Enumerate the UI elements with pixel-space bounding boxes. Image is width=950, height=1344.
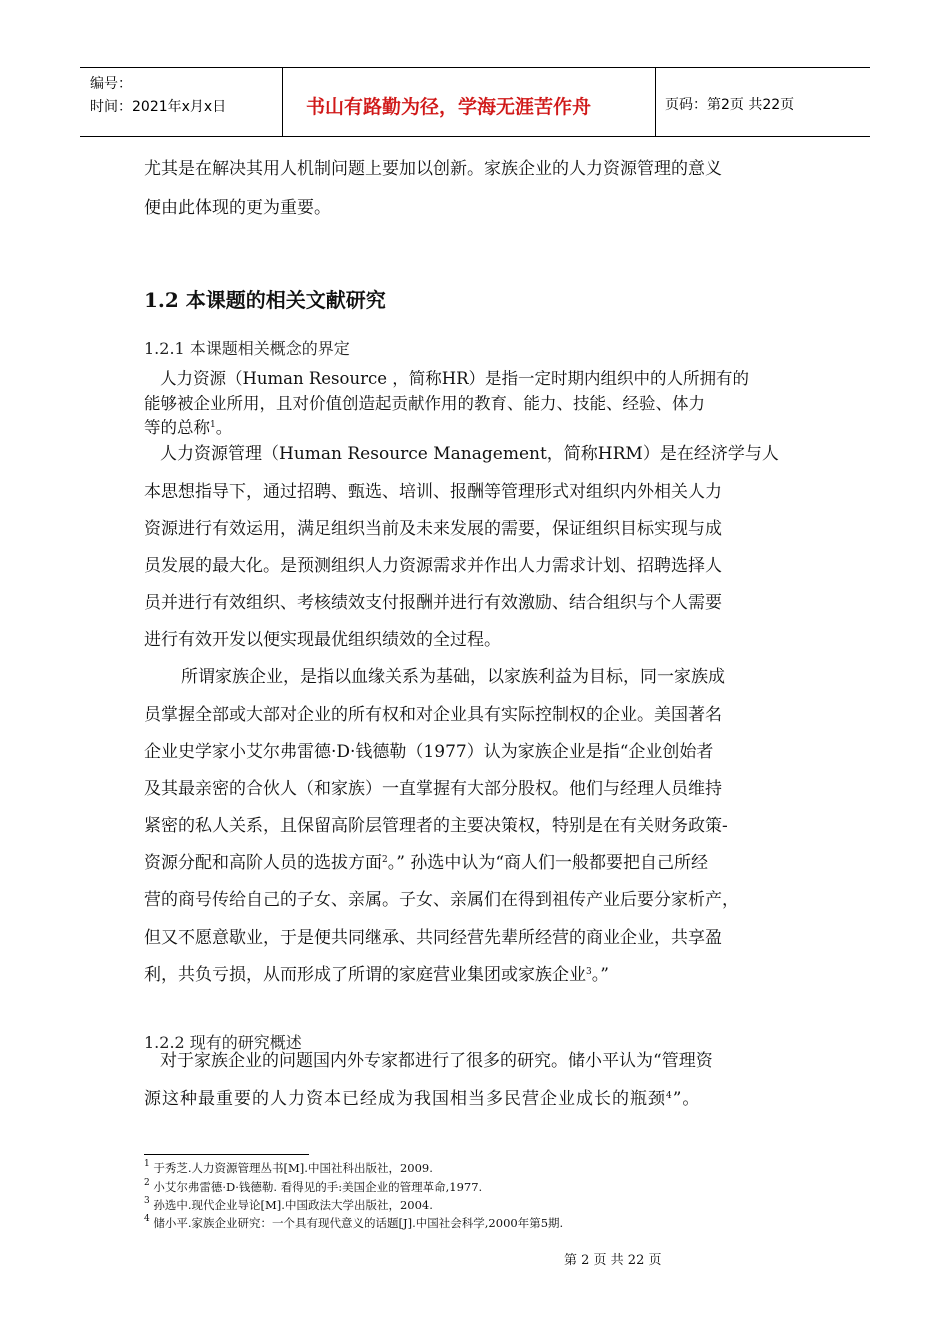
footnote [144, 1179, 482, 1195]
paragraph-line: 人力资源（Human Resource ，简称HR）是指一定时期内组织中的人所拥有的 [160, 369, 750, 388]
footnote-text: 小艾尔弗雷德·D·钱德勒. 看得见的手:美国企业的管理革命,1977. [153, 1180, 483, 1194]
footnote-text: 孙选中.现代企业导论[M].中国政法大学出版社，2004. [153, 1198, 433, 1212]
paragraph-text: 等的总称 [144, 418, 210, 437]
header-divider-right [655, 68, 656, 136]
footnote-number: 2 [144, 1178, 150, 1188]
footnote-ref: 4 [666, 1091, 673, 1101]
page-header [80, 67, 870, 137]
paragraph-line: 人力资源管理（Human Resource Management，简称HRM）是在经济学与人 [160, 444, 779, 464]
paragraph-line: 资源进行有效运用，满足组织当前及未来发展的需要，保证组织目标实现与成 [144, 519, 722, 539]
paragraph-line: 员并进行有效组织、考核绩效支付报酬并进行有效激励、结合组织与个人需要 [144, 593, 722, 613]
footnote-number: 4 [144, 1214, 150, 1224]
intro-line: 尤其是在解决其用人机制问题上要加以创新。家族企业的人力资源管理的意义 [144, 159, 722, 179]
footnote-text: 储小平.家族企业研究：一个具有现代意义的话题[J].中国社会科学,2000年第5期. [153, 1216, 564, 1230]
footnote [144, 1215, 563, 1231]
paragraph-line: 营的商号传给自己的子女、亲属。子女、亲属们在得到祖传产业后要分家析产， [144, 890, 739, 910]
paragraph-text: 利，共负亏损，从而形成了所谓的家庭营业集团或家族企业 [144, 965, 586, 985]
page-footer: 第 2 页 共 22 页 [564, 1253, 662, 1268]
subsection-title: 1.2.2 现有的研究概述 [144, 1033, 302, 1052]
paragraph-line: 员发展的最大化。是预测组织人力资源需求并作出人力需求计划、招聘选择人 [144, 556, 722, 576]
section-title: 1.2 本课题的相关文献研究 [144, 288, 386, 312]
footnote [144, 1160, 433, 1176]
footnote-ref: 1 [210, 420, 216, 430]
header-divider-left [282, 68, 283, 136]
header-time-label: 时间：2021年x月x日 [90, 99, 227, 115]
paragraph-line: 对于家族企业的问题国内外专家都进行了很多的研究。储小平认为“管理资 [160, 1051, 713, 1071]
paragraph-line: 本思想指导下，通过招聘、甄选、培训、报酬等管理形式对组织内外相关人力 [144, 482, 722, 502]
paragraph-line [144, 420, 232, 437]
header-slogan: 书山有路勤为径，学海无涯苦作舟 [306, 96, 592, 118]
footnote-ref: 2 [382, 855, 388, 865]
paragraph-text: 。” [591, 965, 609, 985]
paragraph-text: ”。 [672, 1089, 701, 1109]
footnote [144, 1197, 433, 1213]
paragraph-text: 资源分配和高阶人员的选拔方面 [144, 853, 382, 873]
footnote-separator [144, 1154, 309, 1155]
footnote-ref: 3 [586, 967, 592, 977]
paragraph-line: 企业史学家小艾尔弗雷德·D·钱德勒（1977）认为家族企业是指“企业创始者 [144, 742, 714, 762]
footnote-number: 1 [144, 1159, 150, 1169]
paragraph-text: 源这种最重要的人力资本已经成为我国相当多民营企业成长的瓶颈 [144, 1089, 666, 1109]
footnote-text: 于秀芝.人力资源管理丛书[M].中国社科出版社，2009. [153, 1161, 433, 1175]
paragraph-line: 紧密的私人关系，且保留高阶层管理者的主要决策权，特别是在有关财务政策- [144, 816, 728, 836]
paragraph-line: 及其最亲密的合伙人（和家族）一直掌握有大部分股权。他们与经理人员维持 [144, 779, 722, 799]
paragraph-line: 但又不愿意歇业，于是便共同继承、共同经营先辈所经营的商业企业，共享盈 [144, 928, 722, 948]
paragraph-line: 能够被企业所用，且对价值创造起贡献作用的教育、能力、技能、经验、体力 [144, 394, 705, 413]
header-code-label: 编号： [90, 76, 132, 92]
intro-line: 便由此体现的更为重要。 [144, 198, 331, 218]
paragraph-line: 员掌握全部或大部对企业的所有权和对企业具有实际控制权的企业。美国著名 [144, 705, 722, 725]
paragraph-text: 。 [215, 418, 233, 437]
footnote-number: 3 [144, 1196, 150, 1206]
paragraph-line [144, 855, 708, 872]
paragraph-line [144, 967, 609, 984]
paragraph-line: 所谓家族企业，是指以血缘关系为基础，以家族利益为目标，同一家族成 [181, 667, 725, 687]
paragraph-line: 进行有效开发以便实现最优组织绩效的全过程。 [144, 630, 501, 650]
paragraph-line [144, 1091, 700, 1108]
header-page-label: 页码：第2页 共22页 [665, 97, 795, 113]
subsection-title: 1.2.1 本课题相关概念的界定 [144, 339, 350, 358]
paragraph-text: 。” 孙选中认为“商人们一般都要把自己所经 [387, 853, 709, 873]
